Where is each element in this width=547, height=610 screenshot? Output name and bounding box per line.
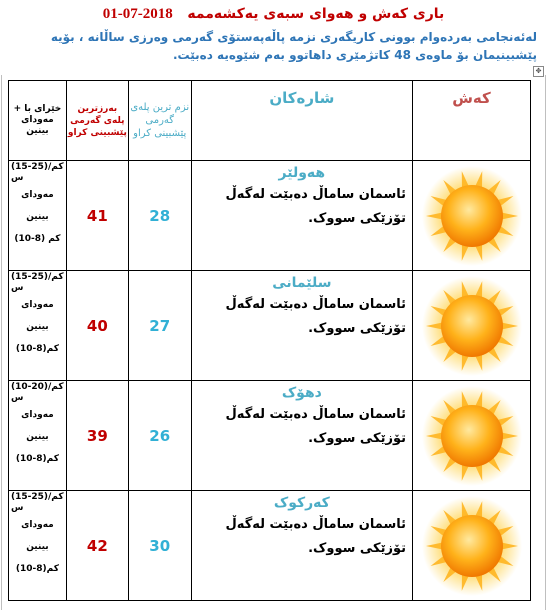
max-temp: 42 (66, 491, 128, 601)
min-temp: 26 (128, 381, 191, 491)
city-name: سلێمانی (272, 275, 332, 291)
forecast-description: لەئەنجامی بەردەوام بوونی کاریگەری نزمە پاڵەپەستۆی گەرمی وەرزی ساڵانە ، بۆیە پێشبینیمان بۆ ماوەی 48 کاتژمێری داهاتوو بەم شێوەیە دەبێت. (50, 30, 537, 62)
condition-cell (413, 161, 531, 271)
wind-visibility-cell (9, 161, 67, 271)
title-date: 2018-07-01 (102, 6, 173, 22)
visibility-label-2: بینین (26, 211, 49, 222)
wind-speed: (15-25)کم/س (11, 271, 64, 293)
max-temp: 41 (66, 161, 128, 271)
title-text: باری کەش و هەوای سبەی یەکشەممە (187, 6, 445, 22)
header-condition: کەش (413, 81, 531, 161)
weather-description: ئاسمان ساماڵ دەبێت لەگەڵ تۆزێکی سووک. (225, 187, 407, 226)
forecast-table (8, 80, 531, 601)
wind-speed: (10-20)کم/س (11, 381, 64, 403)
min-temp: 27 (128, 271, 191, 381)
condition-cell (413, 381, 531, 491)
table-move-handle-icon[interactable]: ✥ (533, 66, 544, 77)
max-temp: 39 (66, 381, 128, 491)
table-row (9, 491, 531, 601)
max-temp: 40 (66, 271, 128, 381)
header-wind: خێرای با + مەودای بینین (9, 81, 67, 161)
visibility-label: مەودای (21, 409, 54, 420)
wind-visibility-cell (9, 381, 67, 491)
sun-icon (420, 494, 524, 598)
visibility-label: مەودای (21, 189, 54, 200)
table-header-row (9, 81, 531, 161)
city-name: کەرکوک (273, 495, 330, 511)
visibility-range: (10-8)کم (15, 453, 59, 464)
wind-visibility-cell (9, 491, 67, 601)
condition-cell (413, 271, 531, 381)
page-title (0, 6, 547, 23)
weather-description: ئاسمان ساماڵ دەبێت لەگەڵ تۆزێکی سووک. (225, 517, 407, 556)
header-min-temp: نزم ترین پلەی گەرمی پێشبینی کراو (128, 81, 191, 161)
city-cell (191, 161, 412, 271)
sun-icon (420, 384, 524, 488)
city-name: هەولێر (278, 165, 326, 181)
visibility-label-2: بینین (26, 321, 49, 332)
visibility-range: (10-8) کم (14, 233, 61, 244)
wind-speed: (15-25)کم/س (11, 161, 64, 183)
table-row (9, 161, 531, 271)
sun-icon (420, 274, 524, 378)
visibility-label: مەودای (21, 519, 54, 530)
condition-cell (413, 491, 531, 601)
frame-left-border (1, 75, 2, 610)
min-temp: 30 (128, 491, 191, 601)
city-cell (191, 381, 412, 491)
city-cell (191, 491, 412, 601)
visibility-label: مەودای (21, 299, 54, 310)
table-row (9, 381, 531, 491)
wind-visibility-cell (9, 271, 67, 381)
frame-right-border (545, 75, 546, 610)
min-temp: 28 (128, 161, 191, 271)
visibility-range: (10-8)کم (15, 343, 59, 354)
header-city: شارەکان (191, 81, 412, 161)
table-row (9, 271, 531, 381)
visibility-label-2: بینین (26, 431, 49, 442)
weather-description: ئاسمان ساماڵ دەبێت لەگەڵ تۆزێکی سووک. (225, 297, 407, 336)
city-name: دهۆک (281, 385, 322, 401)
weather-description: ئاسمان ساماڵ دەبێت لەگەڵ تۆزێکی سووک. (225, 407, 407, 446)
visibility-label-2: بینین (26, 541, 49, 552)
visibility-range: (10-8)کم (15, 563, 59, 574)
sun-icon (420, 164, 524, 268)
header-max-temp: بەرزترین پلەی گەرمی پێشبینی کراو (66, 81, 128, 161)
city-cell (191, 271, 412, 381)
wind-speed: (15-25)کم/س (11, 491, 64, 513)
